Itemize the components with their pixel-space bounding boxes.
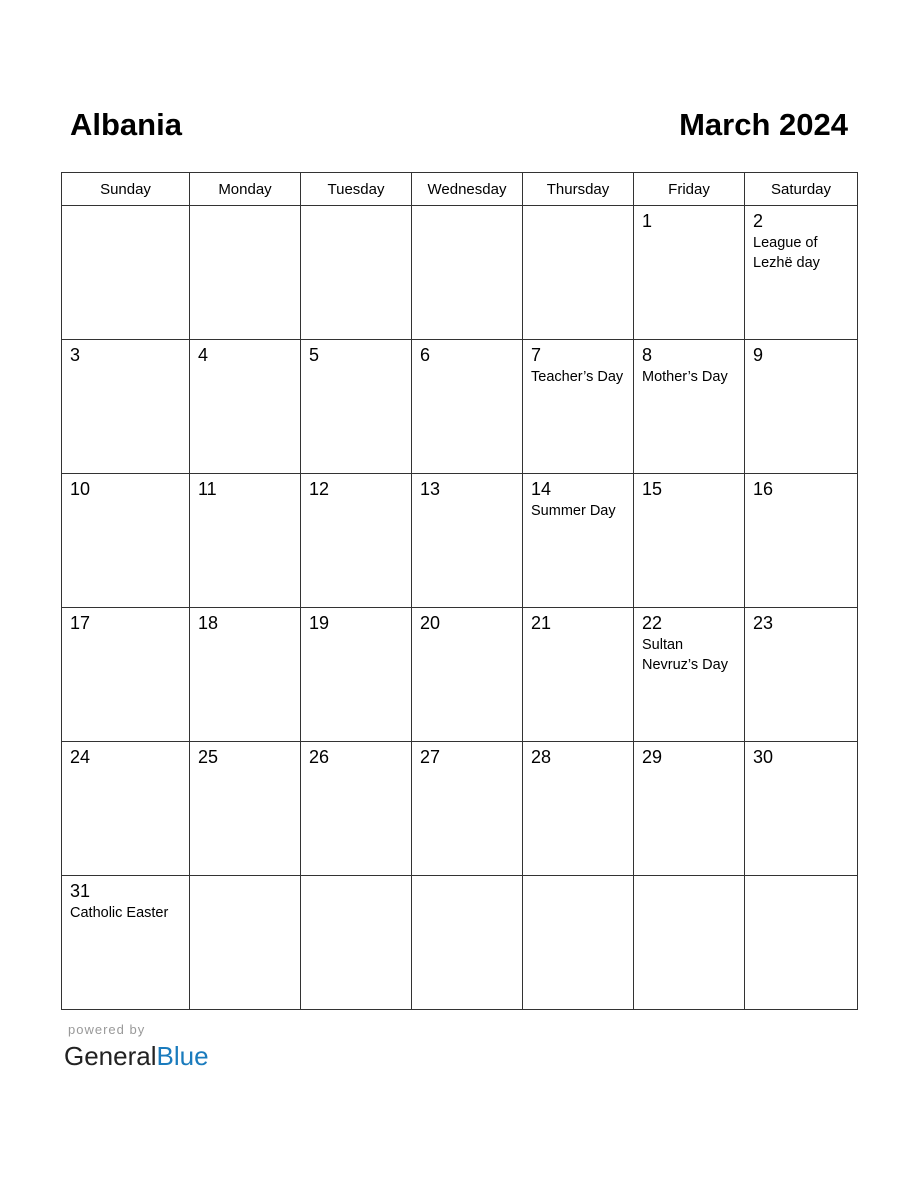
day-number: 9 (753, 345, 764, 365)
holiday-label: Teacher’s Day (531, 369, 624, 385)
weekday-header: Sunday (62, 173, 190, 206)
calendar-day-cell (62, 742, 190, 876)
day-number: 15 (642, 479, 663, 499)
calendar-week-row (62, 608, 858, 742)
day-number: 28 (531, 747, 552, 767)
day-number: 17 (70, 613, 91, 633)
calendar-day-cell (412, 340, 523, 474)
calendar-day-cell (190, 206, 301, 340)
day-number: 10 (70, 479, 91, 499)
calendar-day-cell (190, 608, 301, 742)
calendar-week-row (62, 742, 858, 876)
calendar-day-cell (412, 608, 523, 742)
calendar-day-cell (62, 876, 190, 1010)
weekday-header-row (62, 173, 858, 206)
calendar-day-cell (62, 340, 190, 474)
calendar-day-cell (634, 474, 745, 608)
month-title: March 2024 (679, 107, 848, 142)
calendar-week-row (62, 340, 858, 474)
calendar-day-cell (190, 742, 301, 876)
calendar-day-cell (523, 608, 634, 742)
day-number: 12 (309, 479, 330, 499)
calendar-week-row (62, 206, 858, 340)
day-number: 3 (70, 345, 81, 365)
calendar-day-cell (190, 876, 301, 1010)
day-number: 4 (198, 345, 209, 365)
generalblue-logo (64, 1040, 209, 1072)
day-number: 27 (420, 747, 441, 767)
day-number: 16 (753, 479, 774, 499)
day-number: 14 (531, 479, 552, 499)
calendar-day-cell (745, 876, 858, 1010)
day-number: 1 (642, 211, 653, 231)
day-number: 25 (198, 747, 219, 767)
calendar-day-cell (745, 340, 858, 474)
calendar-day-cell (62, 474, 190, 608)
calendar-day-cell (523, 340, 634, 474)
powered-by-text: powered by (68, 1022, 146, 1037)
calendar-day-cell (301, 340, 412, 474)
calendar-day-cell (745, 474, 858, 608)
weekday-header: Wednesday (412, 173, 523, 206)
calendar-day-cell (634, 340, 745, 474)
day-number: 13 (420, 479, 441, 499)
day-number: 11 (198, 479, 217, 499)
calendar-day-cell (62, 206, 190, 340)
logo-text-blue: Blue (156, 1041, 209, 1071)
holiday-label: Catholic Easter (70, 905, 169, 921)
weekday-header: Monday (190, 173, 301, 206)
footer-branding (64, 1022, 209, 1072)
calendar-day-cell (745, 608, 858, 742)
calendar-day-cell (523, 474, 634, 608)
weekday-header: Thursday (523, 173, 634, 206)
calendar-day-cell (301, 742, 412, 876)
day-number: 23 (753, 613, 774, 633)
holiday-label: Summer Day (531, 503, 616, 519)
day-number: 2 (753, 211, 764, 231)
country-title: Albania (70, 107, 182, 142)
calendar-day-cell (190, 340, 301, 474)
calendar-day-cell (634, 608, 745, 742)
day-number: 30 (753, 747, 774, 767)
calendar-day-cell (412, 206, 523, 340)
day-number: 8 (642, 345, 653, 365)
day-number: 21 (531, 613, 552, 633)
day-number: 29 (642, 747, 663, 767)
day-number: 31 (70, 881, 91, 901)
weekday-header: Saturday (745, 173, 858, 206)
weekday-header: Tuesday (301, 173, 412, 206)
calendar-day-cell (301, 608, 412, 742)
calendar-day-cell (301, 876, 412, 1010)
day-number: 18 (198, 613, 219, 633)
weekday-header: Friday (634, 173, 745, 206)
logo-text-general: General (64, 1041, 157, 1071)
calendar-day-cell (745, 206, 858, 340)
calendar-day-cell (634, 876, 745, 1010)
calendar-day-cell (412, 876, 523, 1010)
day-number: 20 (420, 613, 441, 633)
day-number: 19 (309, 613, 330, 633)
calendar-week-row (62, 876, 858, 1010)
day-number: 24 (70, 747, 91, 767)
calendar-day-cell (301, 474, 412, 608)
day-number: 6 (420, 345, 431, 365)
holiday-label: Mother’s Day (642, 369, 728, 385)
calendar-day-cell (190, 474, 301, 608)
holiday-label: League of Lezhë day (753, 235, 820, 271)
calendar-day-cell (412, 742, 523, 876)
calendar-grid (61, 172, 858, 1010)
calendar-day-cell (634, 742, 745, 876)
day-number: 26 (309, 747, 330, 767)
calendar-day-cell (62, 608, 190, 742)
day-number: 5 (309, 345, 320, 365)
calendar-day-cell (634, 206, 745, 340)
calendar-day-cell (301, 206, 412, 340)
holiday-label: Sultan Nevruz’s Day (642, 637, 728, 673)
calendar-day-cell (745, 742, 858, 876)
calendar-day-cell (523, 742, 634, 876)
calendar-day-cell (523, 206, 634, 340)
day-number: 7 (531, 345, 542, 365)
day-number: 22 (642, 613, 663, 633)
calendar-week-row (62, 474, 858, 608)
calendar-day-cell (523, 876, 634, 1010)
calendar-day-cell (412, 474, 523, 608)
